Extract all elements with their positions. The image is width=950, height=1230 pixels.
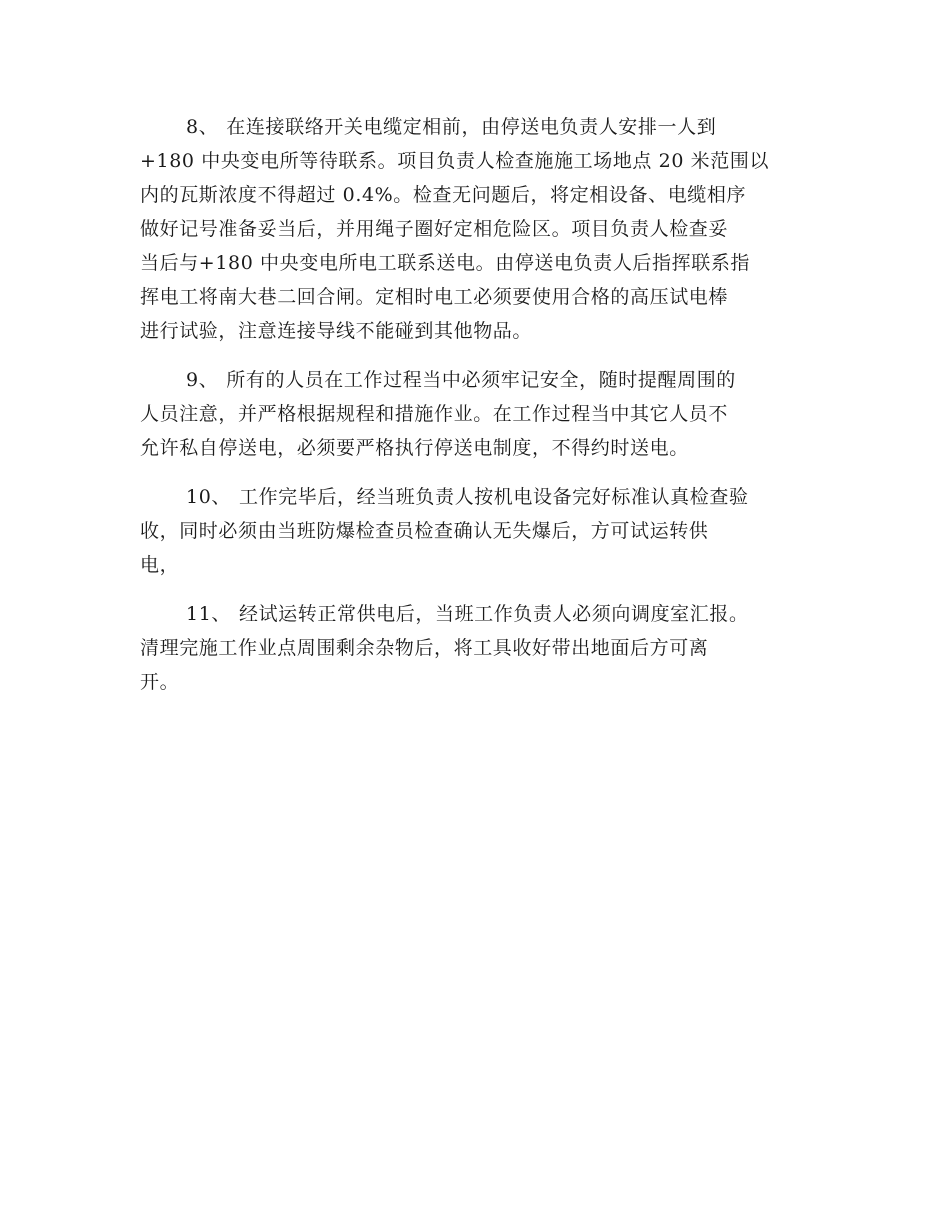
paragraph-8 [140, 110, 808, 348]
paragraph-line: 进行试验，注意连接导线不能碰到其他物品。 [140, 320, 533, 342]
paragraph-9 [140, 363, 808, 465]
document-body [140, 110, 808, 714]
paragraph-text: 工作完毕后，经当班负责人按机电设备完好标准认真检查验 [238, 486, 749, 508]
paragraph-number: 8、 [186, 116, 219, 138]
paragraph-first-line [140, 597, 808, 631]
paragraph-line: 允许私自停送电，必须要严格执行停送电制度，不得约时送电。 [140, 437, 689, 459]
paragraph-line: 收，同时必须由当班防爆检查员检查确认无失爆后，方可试运转供 [140, 520, 709, 542]
paragraph-10 [140, 480, 808, 582]
paragraph-number: 11、 [186, 603, 231, 625]
paragraph-first-line [140, 480, 808, 514]
paragraph-text: 在连接联络开关电缆定相前，由停送电负责人安排一人到 [226, 116, 717, 138]
paragraph-line: 人员注意，并严格根据规程和措施作业。在工作过程当中其它人员不 [140, 403, 729, 425]
paragraph-line: 电， [140, 554, 180, 576]
paragraph-line: 内的瓦斯浓度不得超过 0.4%。检查无问题后，将定相设备、电缆相序 [140, 184, 747, 206]
paragraph-first-line [140, 363, 808, 397]
paragraph-number: 9、 [186, 369, 219, 391]
paragraph-line: 当后与+180 中央变电所电工联系送电。由停送电负责人后指挥联系指 [140, 252, 751, 274]
paragraph-text: 所有的人员在工作过程当中必须牢记安全，随时提醒周围的 [226, 369, 736, 391]
paragraph-line: 清理完施工作业点周围剩余杂物后，将工具收好带出地面后方可离 [140, 637, 709, 659]
paragraph-text: 经试运转正常供电后，当班工作负责人必须向调度室汇报。 [238, 603, 749, 625]
paragraph-first-line [140, 110, 808, 144]
paragraph-line: +180 中央变电所等待联系。项目负责人检查施施工场地点 20 米范围以 [140, 150, 770, 172]
paragraph-number: 10、 [186, 486, 231, 508]
paragraph-line: 开。 [140, 671, 180, 693]
paragraph-11 [140, 597, 808, 699]
paragraph-line: 挥电工将南大巷二回合闸。定相时电工必须要使用合格的高压试电棒 [140, 286, 729, 308]
paragraph-line: 做好记号准备妥当后，并用绳子圈好定相危险区。项目负责人检查妥 [140, 218, 729, 240]
